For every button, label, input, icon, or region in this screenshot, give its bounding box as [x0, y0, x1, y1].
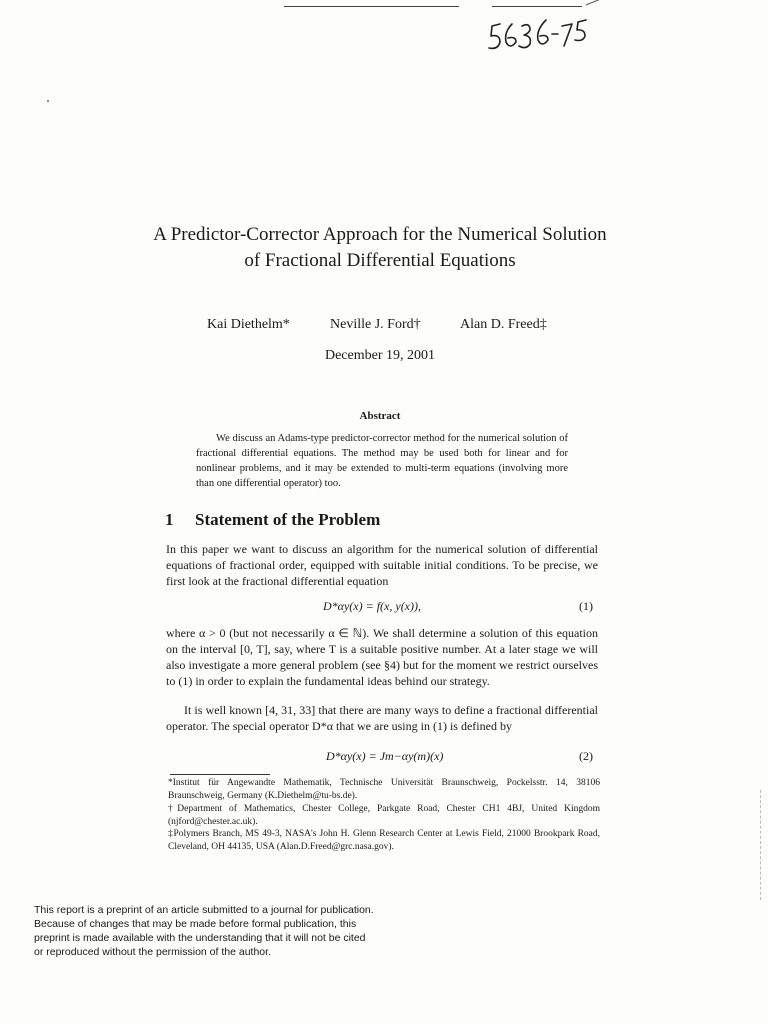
paper-date: December 19, 2001: [324, 348, 436, 363]
equation-number: (2): [579, 749, 593, 763]
abstract-body: We discuss an Adams-type predictor-corrector method for the numerical solution of fractional differential equations. The method may be used both for linear and for nonlinear problems, and it may be extended to multi-term equations (involving more than one differential operator) too.: [196, 433, 568, 489]
equation-number: (1): [579, 599, 593, 613]
handwritten-mark: [486, 10, 596, 58]
author-list: [190, 317, 590, 337]
footnote: *Institut für Angewandte Mathematik, Technische Universität Braunschweig, Pockelsstr. 14, 38106 Braunschweig, Germany (K.Diethelm@tu-bs.de).: [168, 778, 600, 801]
equation: D*αy(x) = Jm−αy(m)(x): [326, 749, 444, 763]
paper-title: A Predictor-Corrector Approach for the Numerical Solution of Fractional Differential Equations: [153, 224, 607, 271]
body-paragraph: where α > 0 (but not necessarily α ∈ ℕ). We shall determine a solution of this equation on the interval [0, T], say, where T is a suitable positive number. At a later stage we will also investigate a more general problem (see §4) but for the moment we restrict ourselves to (1) in order to explain the fundamental ideas behind our strategy.: [166, 626, 598, 688]
scan-line: [586, 0, 609, 5]
preprint-notice: This report is a preprint of an article submitted to a journal for publication. Because of changes that may be made before formal publication, this preprint is made available with the understanding that it will not be cited or reproduced without the permission of the author.: [34, 904, 374, 958]
author-name: Neville J. Ford†: [330, 317, 421, 332]
footnote: ‡Polymers Branch, MS 49-3, NASA's John H. Glenn Research Center at Lewis Field, 21000 Brookpark Road, Cleveland, OH 44135, USA (Alan.D.Freed@grc.nasa.gov).: [168, 829, 600, 852]
abstract-heading: Abstract: [359, 410, 401, 422]
footnote: †Department of Mathematics, Chester College, Parkgate Road, Chester CH1 4BJ, United Kingdom (njford@chester.ac.uk).: [168, 804, 600, 827]
scan-speck: [47, 100, 49, 102]
scan-edge: [760, 790, 763, 900]
section-number: 1: [165, 510, 174, 529]
scan-line: [284, 6, 459, 7]
equation: D*αy(x) = f(x, y(x)),: [323, 599, 422, 613]
section-heading: [165, 510, 585, 530]
section-title: Statement of the Problem: [195, 510, 381, 529]
footnote-rule: [170, 774, 270, 775]
author-name: Kai Diethelm*: [207, 317, 290, 332]
body-paragraph: It is well known [4, 31, 33] that there are many ways to define a fractional differential operator. The special operator D*α that we are using in (1) is defined by: [166, 703, 598, 733]
author-name: Alan D. Freed‡: [460, 317, 547, 332]
scan-line: [492, 6, 582, 7]
body-paragraph: In this paper we want to discuss an algorithm for the numerical solution of differential equations of fractional order, equipped with suitable initial conditions. To be precise, we first look at the fractional differential equation: [166, 542, 598, 588]
